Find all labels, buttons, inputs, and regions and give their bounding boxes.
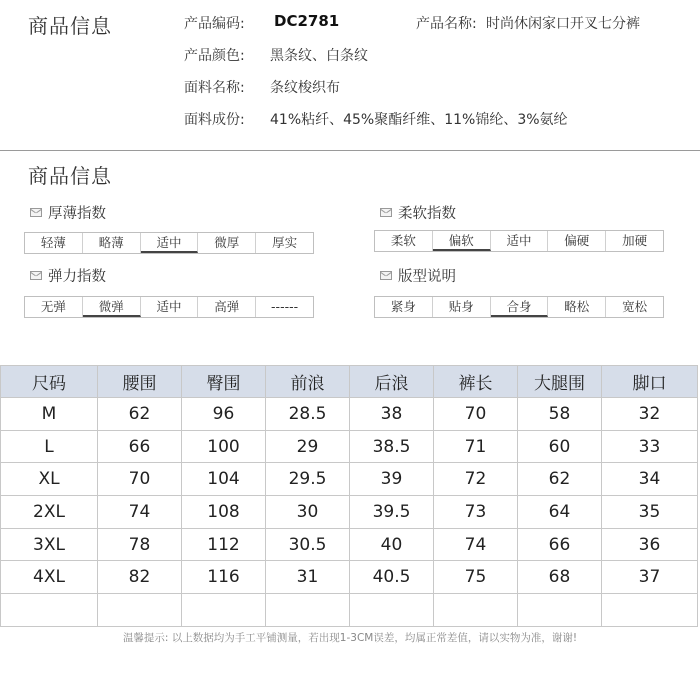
table-cell: 31 [266,561,350,594]
table-cell: L [1,430,98,463]
envelope-icon [380,271,392,280]
table-cell: 74 [434,528,518,561]
table-cell: 62 [518,463,602,496]
table-cell: 62 [98,398,182,431]
table-cell: 2XL [1,496,98,529]
softness-option: 偏硬 [548,231,606,251]
composition-label: 面料成份: [184,112,245,128]
softness-scale [374,230,664,252]
softness-section-title [380,202,456,223]
header-cell: 尺码 [1,366,98,398]
composition-value: 41%粘纤、45%聚酯纤维、11%锦纶、3%氨纶 [270,112,568,128]
table-row-empty [1,594,698,627]
header-cell: 前浪 [266,366,350,398]
table-cell: 72 [434,463,518,496]
softness-option-selected: 偏软 [433,231,491,251]
table-cell: 71 [434,430,518,463]
table-cell [602,594,698,627]
elasticity-option: 适中 [141,297,199,317]
color-label: 产品颜色: [184,48,245,64]
table-cell: 29 [266,430,350,463]
fit-title: 版型说明 [398,269,456,285]
table-cell: 28.5 [266,398,350,431]
table-row [1,561,698,594]
color-value: 黑条纹、白条纹 [270,48,368,64]
table-cell: 82 [98,561,182,594]
softness-option: 柔软 [375,231,433,251]
envelope-icon [30,271,42,280]
name-label: 产品名称: [416,16,477,32]
table-cell: 30.5 [266,528,350,561]
thickness-option: 微厚 [198,233,256,253]
elasticity-scale [24,296,314,318]
softness-option: 适中 [491,231,549,251]
table-cell: 37 [602,561,698,594]
table-cell: 70 [434,398,518,431]
header-cell: 臀围 [182,366,266,398]
table-cell: M [1,398,98,431]
table-cell: 108 [182,496,266,529]
table-cell [434,594,518,627]
table-cell [350,594,434,627]
fit-section-title [380,265,456,286]
product-info-title: 商品信息 [28,14,112,38]
header-cell: 脚口 [602,366,698,398]
table-cell: 3XL [1,528,98,561]
table-cell: 68 [518,561,602,594]
table-cell: 29.5 [266,463,350,496]
thickness-section-title [30,202,106,223]
table-cell: 58 [518,398,602,431]
table-cell: 40.5 [350,561,434,594]
thickness-option: 略薄 [83,233,141,253]
table-cell: 74 [98,496,182,529]
table-row [1,463,698,496]
table-cell: 66 [518,528,602,561]
table-cell: 36 [602,528,698,561]
code-label: 产品编码: [184,16,245,32]
envelope-icon [30,208,42,217]
table-cell: 30 [266,496,350,529]
fit-scale [374,296,664,318]
table-header-row [1,366,698,398]
table-cell: 60 [518,430,602,463]
fit-option: 紧身 [375,297,433,317]
size-table [0,365,698,627]
section-divider [0,150,700,151]
footer-note: 温馨提示: 以上数据均为手工平铺测量，若出现1-3CM误差，均属正常差值，请以实物为准，谢谢! [122,632,578,644]
envelope-icon [380,208,392,217]
name-value: 时尚休闲家口开叉七分裤 [486,16,640,32]
table-cell: XL [1,463,98,496]
table-cell [1,594,98,627]
fit-option-selected: 合身 [491,297,549,317]
code-value: DC2781 [274,12,340,30]
thickness-title: 厚薄指数 [48,206,106,222]
header-cell: 裤长 [434,366,518,398]
indices-title: 商品信息 [28,164,112,188]
elasticity-option-selected: 微弹 [83,297,141,317]
table-row [1,398,698,431]
table-cell: 39.5 [350,496,434,529]
table-cell: 32 [602,398,698,431]
table-cell: 38.5 [350,430,434,463]
table-cell: 39 [350,463,434,496]
fit-option: 贴身 [433,297,491,317]
fit-option: 宽松 [622,299,648,314]
table-cell: 38 [350,398,434,431]
table-cell: 104 [182,463,266,496]
thickness-scale [24,232,314,254]
table-cell: 64 [518,496,602,529]
table-cell: 96 [182,398,266,431]
table-row [1,496,698,529]
table-cell: 66 [98,430,182,463]
header-cell: 腰围 [98,366,182,398]
table-cell: 73 [434,496,518,529]
table-cell: 100 [182,430,266,463]
elasticity-option: 无弹 [25,297,83,317]
fit-option: 略松 [548,297,606,317]
table-cell: 40 [350,528,434,561]
fabric-value: 条纹梭织布 [270,80,340,96]
elasticity-option: ------ [271,299,299,314]
table-cell: 35 [602,496,698,529]
elasticity-section-title [30,265,106,286]
table-cell: 4XL [1,561,98,594]
header-cell: 后浪 [350,366,434,398]
table-cell [266,594,350,627]
table-cell [98,594,182,627]
table-cell: 116 [182,561,266,594]
header-cell: 大腿围 [518,366,602,398]
thickness-option: 厚实 [272,235,298,250]
thickness-option: 轻薄 [25,233,83,253]
table-cell: 78 [98,528,182,561]
elasticity-title: 弹力指数 [48,269,106,285]
table-cell: 33 [602,430,698,463]
table-row [1,430,698,463]
softness-title: 柔软指数 [398,206,456,222]
thickness-option-selected: 适中 [141,233,199,253]
table-cell: 112 [182,528,266,561]
softness-option: 加硬 [622,233,648,248]
elasticity-option: 高弹 [198,297,256,317]
table-cell: 75 [434,561,518,594]
fabric-label: 面料名称: [184,80,245,96]
table-cell [518,594,602,627]
table-row [1,528,698,561]
table-cell [182,594,266,627]
table-cell: 34 [602,463,698,496]
table-cell: 70 [98,463,182,496]
